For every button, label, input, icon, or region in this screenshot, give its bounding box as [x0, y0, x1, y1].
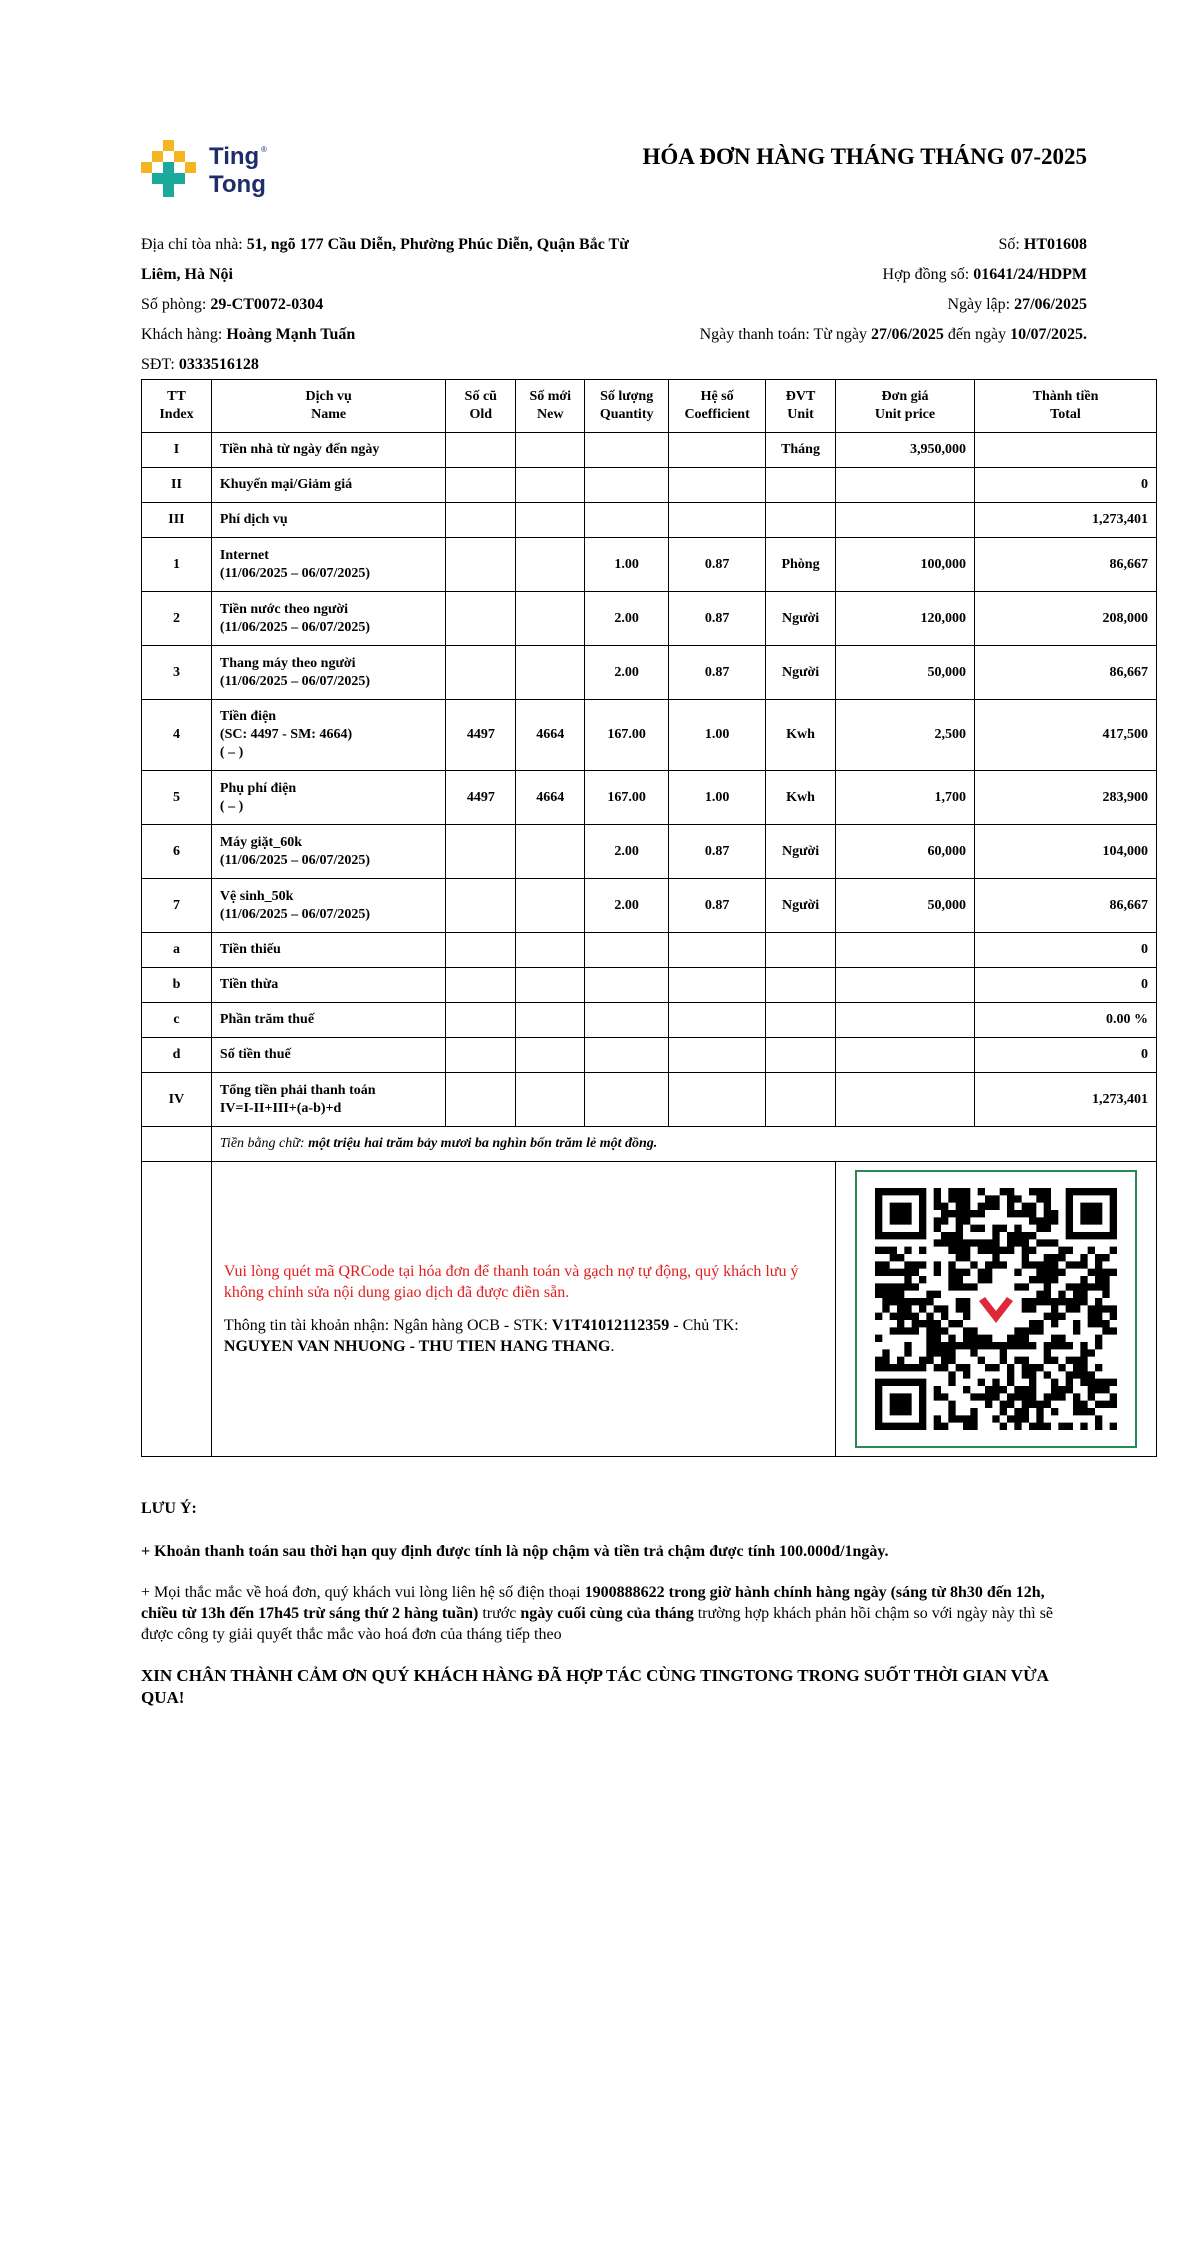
row-old: [446, 592, 516, 646]
table-row: [142, 1003, 1157, 1038]
col-quantity-header: Số lượng Quantity: [585, 380, 669, 433]
qr-payment-row: [142, 1162, 1157, 1457]
row-old: [446, 879, 516, 933]
invoice-info: [141, 230, 1157, 380]
row-index: 6: [142, 825, 212, 879]
row-index: 2: [142, 592, 212, 646]
row-name: Tổng tiền phải thanh toán IV=I-II+III+(a-b)+d: [211, 1073, 445, 1127]
row-coefficient: [669, 1003, 766, 1038]
row-unit-price: [836, 468, 975, 503]
row-quantity: [585, 933, 669, 968]
row-unit-price: 2,500: [836, 700, 975, 771]
payment-period: Ngày thanh toán: Từ ngày 27/06/2025 đến ngày 10/07/2025.: [699, 326, 1087, 343]
row-index: 1: [142, 538, 212, 592]
row-new: [516, 879, 585, 933]
row-quantity: [585, 468, 669, 503]
col-unit-header: ĐVT Unit: [766, 380, 836, 433]
col-coefficient-header: Hệ số Coefficient: [669, 380, 766, 433]
row-total: [974, 433, 1156, 468]
row-coefficient: 0.87: [669, 879, 766, 933]
col-index-header: TT Index: [142, 380, 212, 433]
qr-notice: Vui lòng quét mã QRCode tại hóa đơn để thanh toán và gạch nợ tự động, quý khách lưu ý không chỉnh sửa nội dung giao dịch đã được điền sẵn.: [223, 1263, 799, 1301]
customer-phone: SĐT: 0333516128: [141, 356, 259, 373]
row-total: 86,667: [974, 879, 1156, 933]
row-new: [516, 825, 585, 879]
row-coefficient: 1.00: [669, 771, 766, 825]
row-new: [516, 646, 585, 700]
table-row: [142, 433, 1157, 468]
row-new: [516, 468, 585, 503]
invoice-title: HÓA ĐƠN HÀNG THÁNG THÁNG 07-2025: [642, 144, 1087, 169]
row-index: II: [142, 468, 212, 503]
note-late-payment: + Khoản thanh toán sau thời hạn quy định được tính là nộp chậm và tiền trả chậm được tính 100.000đ/1ngày.: [141, 1543, 889, 1560]
row-unit-price: [836, 503, 975, 538]
row-unit-price: [836, 1003, 975, 1038]
row-unit: Tháng: [766, 433, 836, 468]
table-row: [142, 1073, 1157, 1127]
row-unit: [766, 1038, 836, 1073]
row-new: [516, 1038, 585, 1073]
row-new: [516, 433, 585, 468]
svg-text:Tong: Tong: [209, 171, 266, 198]
row-unit-price: 1,700: [836, 771, 975, 825]
row-total: 104,000: [974, 825, 1156, 879]
row-old: [446, 538, 516, 592]
row-coefficient: [669, 968, 766, 1003]
row-quantity: 2.00: [585, 646, 669, 700]
row-total: 0: [974, 1038, 1156, 1073]
col-unit-price-header: Đơn giá Unit price: [836, 380, 975, 433]
row-quantity: 167.00: [585, 700, 669, 771]
row-old: 4497: [446, 700, 516, 771]
row-new: 4664: [516, 700, 585, 771]
svg-text:®: ®: [261, 145, 267, 154]
table-row: [142, 879, 1157, 933]
row-quantity: [585, 968, 669, 1003]
row-total: 1,273,401: [974, 503, 1156, 538]
row-unit-price: 100,000: [836, 538, 975, 592]
invoice-number: Số: HT01608: [998, 236, 1087, 253]
row-quantity: 2.00: [585, 592, 669, 646]
row-index: d: [142, 1038, 212, 1073]
col-old-header: Số cũ Old: [446, 380, 516, 433]
row-unit: Kwh: [766, 771, 836, 825]
row-unit: Người: [766, 646, 836, 700]
customer-name: Khách hàng: Hoàng Mạnh Tuấn: [141, 326, 356, 343]
building-address: Địa chỉ tòa nhà: 51, ngõ 177 Cầu Diễn, Phường Phúc Diễn, Quận Bắc Từ Liêm, Hà Nội: [141, 236, 629, 283]
row-coefficient: 1.00: [669, 700, 766, 771]
qr-code-frame[interactable]: [855, 1170, 1137, 1448]
notes-heading: LƯU Ý:: [141, 1500, 197, 1517]
contract-number: Hợp đồng số: 01641/24/HDPM: [882, 266, 1087, 283]
row-name: Tiền thiếu: [211, 933, 445, 968]
row-total: 0: [974, 933, 1156, 968]
row-quantity: 167.00: [585, 771, 669, 825]
tingtong-logo: [141, 140, 281, 200]
table-row: [142, 700, 1157, 771]
thank-you-message: XIN CHÂN THÀNH CẢM ƠN QUÝ KHÁCH HÀNG ĐÃ HỢP TÁC CÙNG TINGTONG TRONG SUỐT THỜI GIAN VỪA QUA!: [141, 1666, 1048, 1707]
row-unit: [766, 468, 836, 503]
row-quantity: [585, 1073, 669, 1127]
row-total: 1,273,401: [974, 1073, 1156, 1127]
row-old: [446, 1003, 516, 1038]
row-total: 86,667: [974, 538, 1156, 592]
row-index: III: [142, 503, 212, 538]
row-new: [516, 1073, 585, 1127]
row-new: [516, 538, 585, 592]
row-total: 417,500: [974, 700, 1156, 771]
row-index: b: [142, 968, 212, 1003]
row-unit-price: [836, 1073, 975, 1127]
heart-icon: [979, 1297, 1013, 1323]
row-index: a: [142, 933, 212, 968]
col-new-header: Số mới New: [516, 380, 585, 433]
table-header-row: [142, 380, 1157, 433]
bank-account-info: Thông tin tài khoản nhận: Ngân hàng OCB - STK: V1T41012112359 - Chủ TK: NGUYEN VAN NHUONG - THU TIEN HANG THANG.: [223, 1317, 739, 1355]
row-coefficient: [669, 433, 766, 468]
row-unit: Phòng: [766, 538, 836, 592]
row-name: Tiền nhà từ ngày đến ngày: [211, 433, 445, 468]
row-name: Vệ sinh_50k (11/06/2025 – 06/07/2025): [211, 879, 445, 933]
row-old: [446, 1073, 516, 1127]
note-contact: + Mọi thắc mắc về hoá đơn, quý khách vui lòng liên hệ số điện thoại 1900888622 trong giờ hành chính hàng ngày (sáng từ 8h30 đến 12h, chiều từ 13h đến 17h45 trừ sáng thứ 2 hàng tuần) trước ngày cuối cùng của tháng trường hợp khách phản hồi chậm so với ngày này thì sẽ được công ty giải quyết thắc mắc vào hoá đơn của tháng tiếp theo: [141, 1584, 1054, 1643]
row-coefficient: [669, 1073, 766, 1127]
row-quantity: 1.00: [585, 538, 669, 592]
amount-in-words: Tiền bằng chữ: một triệu hai trăm bảy mươi ba nghìn bốn trăm lẻ một đồng.: [211, 1127, 1156, 1162]
row-unit-price: [836, 933, 975, 968]
table-row: [142, 771, 1157, 825]
row-new: 4664: [516, 771, 585, 825]
row-name: Phụ phí điện ( – ): [211, 771, 445, 825]
row-name: Tiền điện (SC: 4497 - SM: 4664) ( – ): [211, 700, 445, 771]
row-unit: [766, 968, 836, 1003]
row-total: 208,000: [974, 592, 1156, 646]
qr-instructions: [211, 1162, 835, 1457]
row-quantity: [585, 433, 669, 468]
row-old: [446, 968, 516, 1003]
row-coefficient: 0.87: [669, 825, 766, 879]
row-new: [516, 968, 585, 1003]
row-name: Phí dịch vụ: [211, 503, 445, 538]
row-total: 0: [974, 968, 1156, 1003]
row-index: c: [142, 1003, 212, 1038]
row-index: 7: [142, 879, 212, 933]
row-index: IV: [142, 1073, 212, 1127]
row-name: Số tiền thuế: [211, 1038, 445, 1073]
row-total: 0: [974, 468, 1156, 503]
row-quantity: 2.00: [585, 825, 669, 879]
row-new: [516, 1003, 585, 1038]
row-total: 0.00 %: [974, 1003, 1156, 1038]
row-old: [446, 503, 516, 538]
row-coefficient: [669, 933, 766, 968]
row-index: 5: [142, 771, 212, 825]
row-old: [446, 825, 516, 879]
table-row: [142, 1038, 1157, 1073]
row-unit: Người: [766, 879, 836, 933]
qr-cell: [836, 1162, 1157, 1457]
row-coefficient: 0.87: [669, 538, 766, 592]
invoice-page: [141, 138, 1157, 1707]
row-new: [516, 592, 585, 646]
row-name: Tiền nước theo người (11/06/2025 – 06/07/2025): [211, 592, 445, 646]
row-quantity: [585, 1038, 669, 1073]
row-index: 3: [142, 646, 212, 700]
row-name: Máy giặt_60k (11/06/2025 – 06/07/2025): [211, 825, 445, 879]
table-row: [142, 646, 1157, 700]
row-name: Internet (11/06/2025 – 06/07/2025): [211, 538, 445, 592]
row-index: I: [142, 433, 212, 468]
row-unit: [766, 933, 836, 968]
row-old: [446, 1038, 516, 1073]
row-quantity: 2.00: [585, 879, 669, 933]
row-name: Khuyến mại/Giảm giá: [211, 468, 445, 503]
row-unit: [766, 503, 836, 538]
svg-text:Ting: Ting: [209, 143, 260, 170]
row-coefficient: [669, 1038, 766, 1073]
col-name-header: Dịch vụ Name: [211, 380, 445, 433]
row-coefficient: 0.87: [669, 592, 766, 646]
table-row: [142, 538, 1157, 592]
row-old: 4497: [446, 771, 516, 825]
row-coefficient: [669, 503, 766, 538]
row-coefficient: [669, 468, 766, 503]
row-unit-price: [836, 968, 975, 1003]
row-unit: Người: [766, 592, 836, 646]
row-coefficient: 0.87: [669, 646, 766, 700]
row-quantity: [585, 503, 669, 538]
row-name: Phần trăm thuế: [211, 1003, 445, 1038]
row-old: [446, 646, 516, 700]
row-unit-price: 50,000: [836, 646, 975, 700]
row-new: [516, 933, 585, 968]
payment-qr-code[interactable]: [875, 1188, 1117, 1430]
table-row: [142, 968, 1157, 1003]
row-index: 4: [142, 700, 212, 771]
row-unit: Kwh: [766, 700, 836, 771]
qr-modules: [875, 1188, 1117, 1430]
invoice-table: [141, 379, 1157, 1457]
table-row: [142, 503, 1157, 538]
row-unit-price: 3,950,000: [836, 433, 975, 468]
row-old: [446, 468, 516, 503]
row-unit-price: [836, 1038, 975, 1073]
notes-section: [141, 1498, 1061, 1729]
table-row: [142, 592, 1157, 646]
amount-in-words-row: [142, 1127, 1157, 1162]
row-unit: [766, 1003, 836, 1038]
row-unit-price: 60,000: [836, 825, 975, 879]
row-unit: Người: [766, 825, 836, 879]
table-row: [142, 825, 1157, 879]
row-total: 283,900: [974, 771, 1156, 825]
table-row: [142, 468, 1157, 503]
invoice-header: [141, 138, 1157, 230]
row-unit-price: 50,000: [836, 879, 975, 933]
row-total: 86,667: [974, 646, 1156, 700]
issue-date: Ngày lập: 27/06/2025: [947, 296, 1087, 313]
row-old: [446, 433, 516, 468]
col-total-header: Thành tiền Total: [974, 380, 1156, 433]
row-unit-price: 120,000: [836, 592, 975, 646]
row-old: [446, 933, 516, 968]
table-row: [142, 933, 1157, 968]
row-name: Thang máy theo người (11/06/2025 – 06/07/2025): [211, 646, 445, 700]
row-quantity: [585, 1003, 669, 1038]
row-name: Tiền thừa: [211, 968, 445, 1003]
row-new: [516, 503, 585, 538]
row-unit: [766, 1073, 836, 1127]
room-number: Số phòng: 29-CT0072-0304: [141, 296, 324, 313]
